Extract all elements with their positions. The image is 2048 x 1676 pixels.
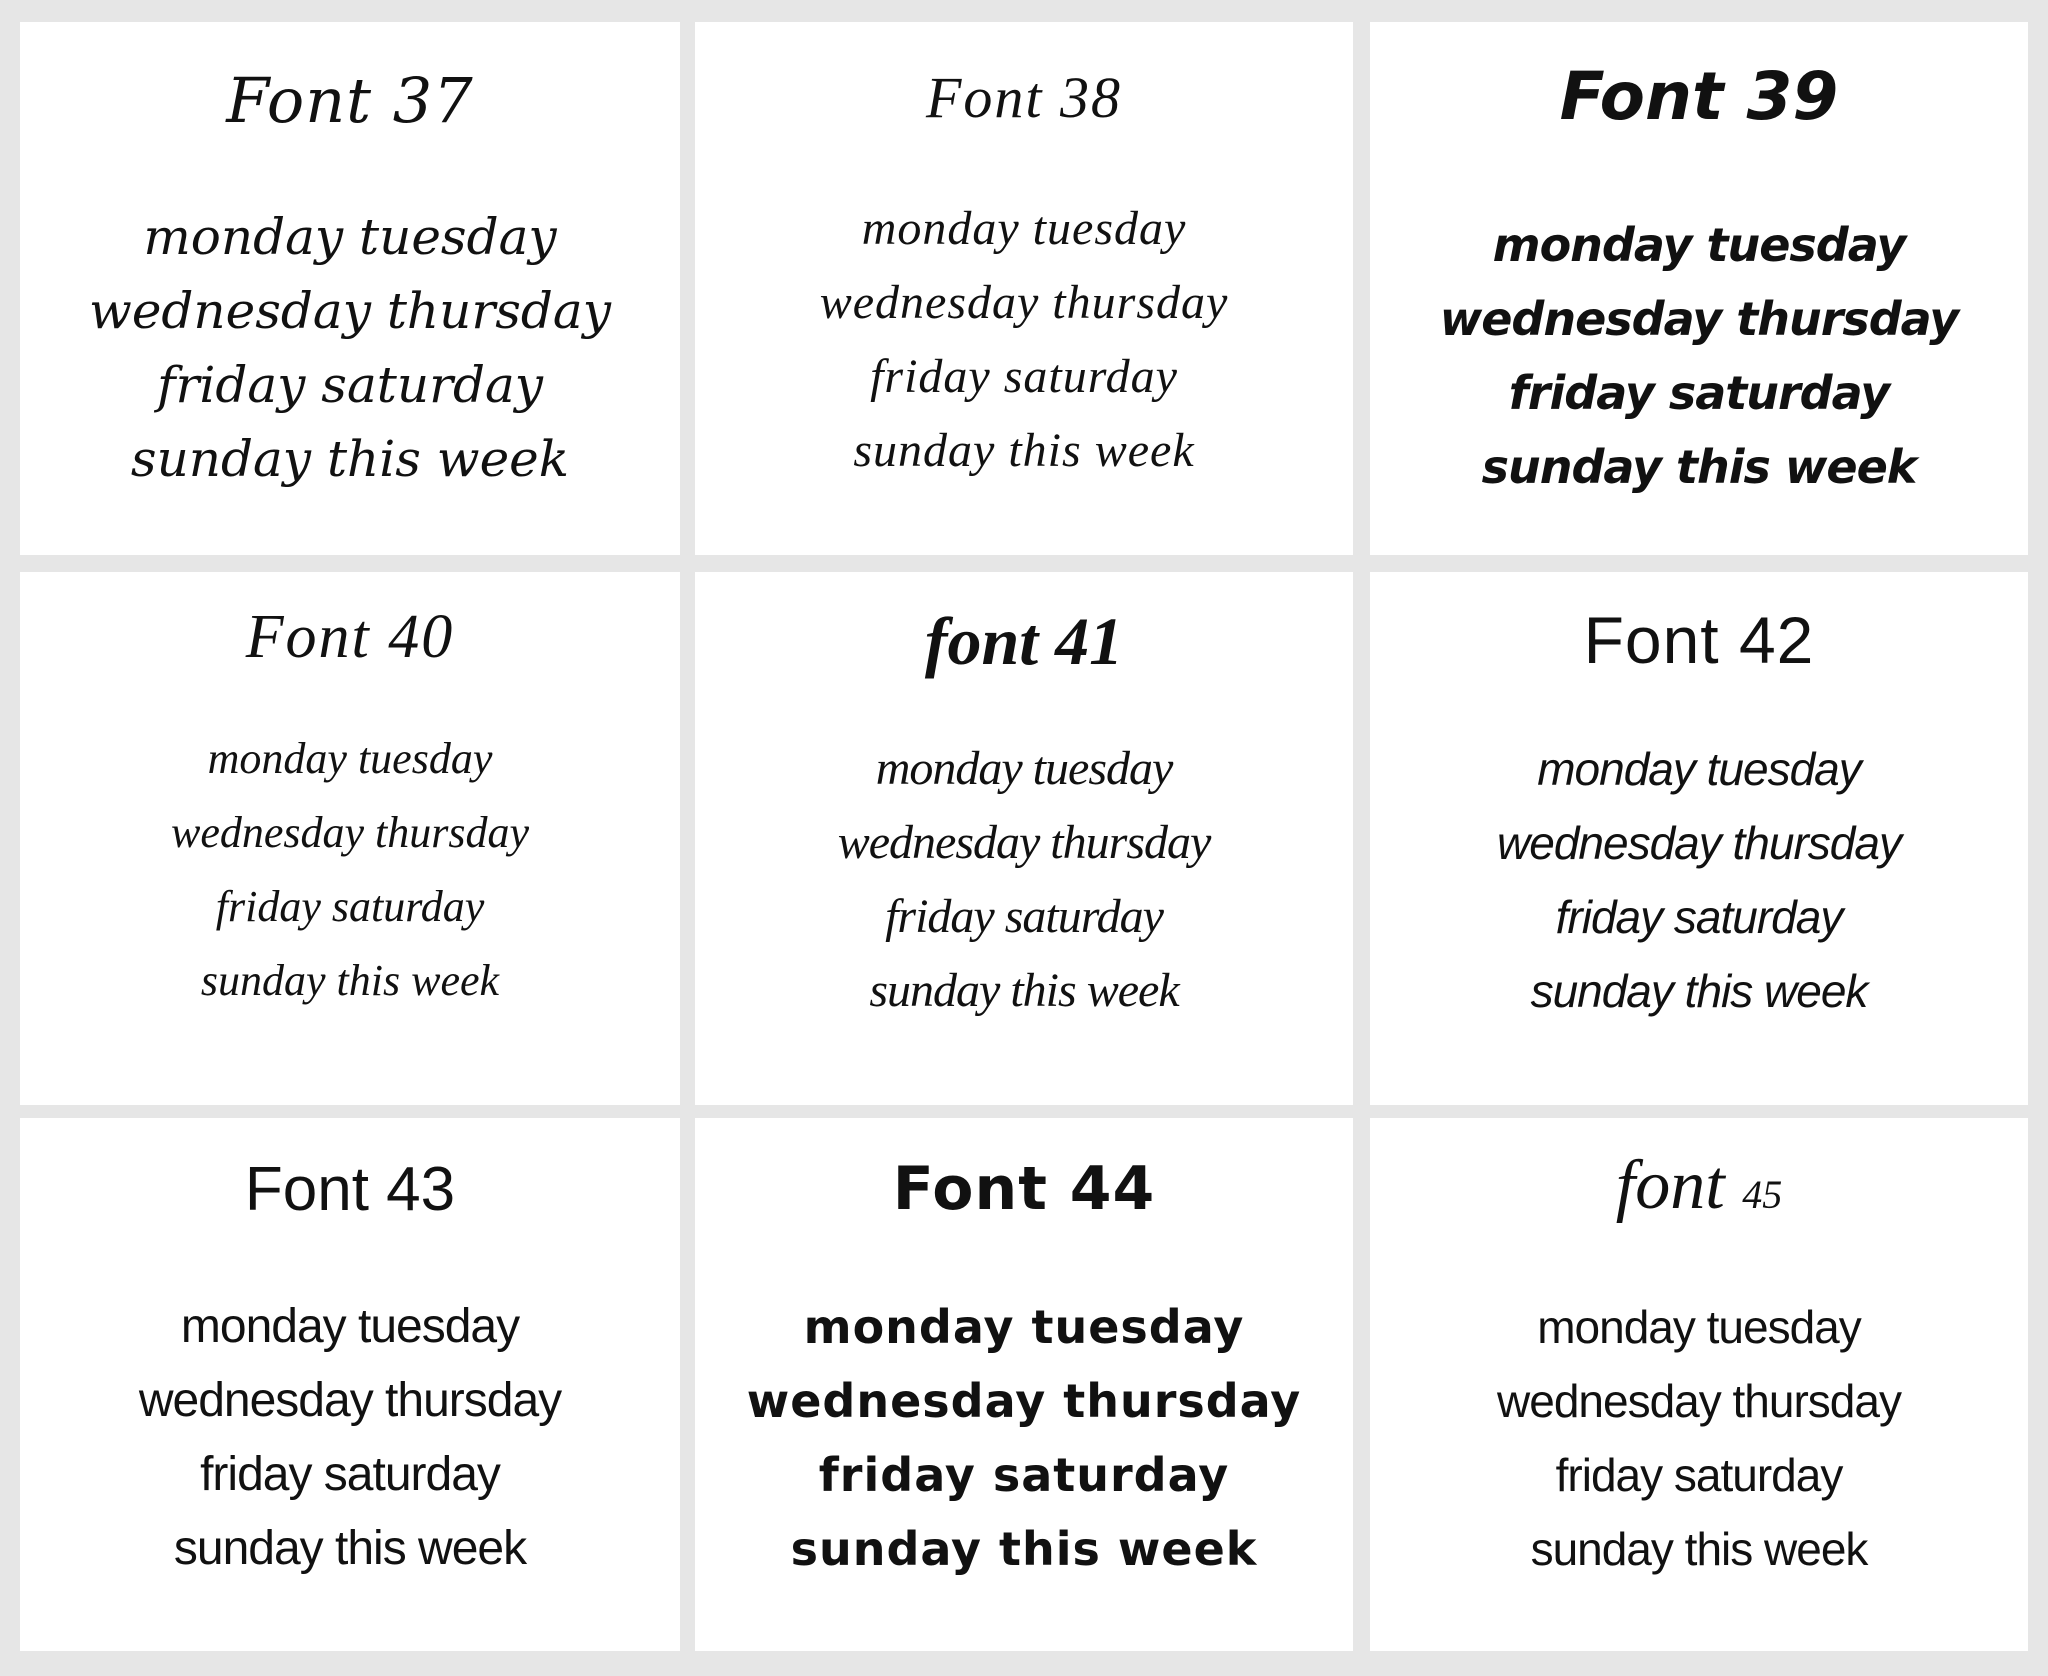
- font-title: Font 40: [245, 603, 455, 671]
- font-card-44: [695, 1118, 1353, 1651]
- sample-line: monday tuesday: [861, 202, 1187, 255]
- sample-lines: [20, 722, 680, 1018]
- sample-lines: [20, 1290, 680, 1586]
- font-card-38: [695, 22, 1353, 555]
- sample-lines: [1370, 1290, 2028, 1586]
- font-title: Font 38: [925, 65, 1123, 130]
- sample-line: friday saturday: [885, 890, 1163, 943]
- font-card-37: [20, 22, 680, 555]
- font-card-45: [1370, 1118, 2028, 1651]
- font-card-39: [1370, 22, 2028, 555]
- sample-line: wednesday thursday: [170, 808, 530, 857]
- font-card-40: [20, 572, 680, 1105]
- sample-line: friday saturday: [156, 356, 544, 414]
- sample-line: wednesday thursday: [837, 816, 1211, 869]
- sample-line: sunday this week: [1481, 440, 1917, 494]
- sample-lines: [695, 732, 1353, 1028]
- sample-lines: [1370, 732, 2028, 1028]
- sample-line: monday tuesday: [143, 208, 557, 266]
- sample-line: wednesday thursday: [1497, 817, 1901, 869]
- sample-line: friday saturday: [818, 1448, 1230, 1502]
- sample-line: friday saturday: [1508, 366, 1890, 420]
- sample-line: monday tuesday: [803, 1300, 1245, 1354]
- sample-line: sunday this week: [200, 956, 500, 1005]
- sample-line: sunday this week: [173, 1522, 527, 1575]
- sample-line: sunday this week: [1530, 1523, 1868, 1575]
- sample-line: wednesday thursday: [89, 282, 611, 340]
- sample-line: monday tuesday: [875, 742, 1173, 795]
- font-title-word: font: [1615, 1147, 1725, 1224]
- sample-line: wednesday thursday: [138, 1374, 562, 1427]
- sample-line: wednesday thursday: [1439, 292, 1959, 346]
- font-title: font 41: [924, 603, 1124, 679]
- sample-line: sunday this week: [1530, 965, 1868, 1017]
- font-title: Font 43: [244, 1155, 456, 1224]
- sample-line: wednesday thursday: [746, 1374, 1302, 1428]
- sample-lines: [695, 192, 1353, 488]
- sample-line: sunday this week: [790, 1522, 1258, 1576]
- font-title: [1370, 1146, 2028, 1226]
- sample-line: friday saturday: [200, 1448, 500, 1501]
- sample-line: wednesday thursday: [819, 276, 1229, 329]
- sample-line: friday saturday: [215, 882, 485, 931]
- sample-line: friday saturday: [1555, 1449, 1843, 1501]
- sample-line: sunday this week: [130, 430, 570, 488]
- sample-line: monday tuesday: [207, 734, 493, 783]
- font-title: Font 42: [1583, 603, 1815, 677]
- sample-line: friday saturday: [870, 350, 1178, 403]
- font-title: Font 39: [1559, 58, 1839, 135]
- font-card-41: [695, 572, 1353, 1105]
- font-card-42: [1370, 572, 2028, 1105]
- sample-line: wednesday thursday: [1497, 1375, 1901, 1427]
- sample-lines: [20, 200, 680, 496]
- sample-lines: [1370, 208, 2028, 504]
- sample-line: monday tuesday: [180, 1300, 520, 1353]
- sample-lines: [695, 1290, 1353, 1586]
- sample-line: sunday this week: [869, 964, 1179, 1017]
- sample-line: monday tuesday: [1537, 1301, 1861, 1353]
- font-card-43: [20, 1118, 680, 1651]
- sample-line: sunday this week: [853, 424, 1195, 477]
- sample-line: friday saturday: [1555, 891, 1843, 943]
- font-title: Font 37: [226, 64, 474, 137]
- font-title-number: 45: [1742, 1172, 1783, 1217]
- sample-line: monday tuesday: [1492, 218, 1906, 272]
- font-title: Font 44: [892, 1154, 1156, 1224]
- sample-line: monday tuesday: [1537, 743, 1861, 795]
